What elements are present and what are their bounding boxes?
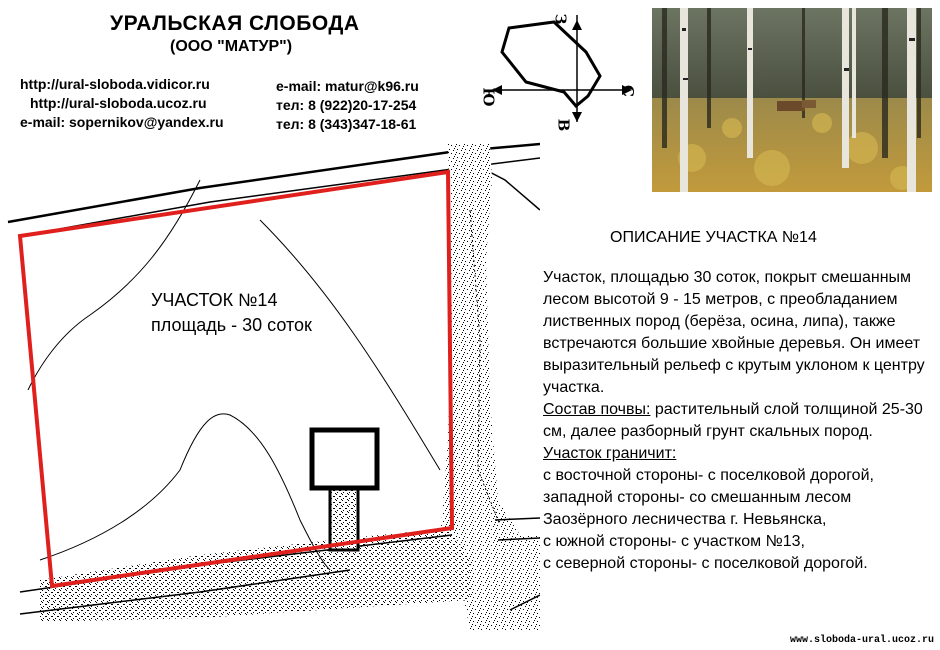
compass-west-label: Ю <box>479 87 498 107</box>
phone-2: тел: 8 (343)347-18-61 <box>276 116 417 132</box>
description-paragraph: Участок, площадью 30 соток, покрыт смешанным лесом высотой 9 - 15 метров, с преобладанием лиственных пород (берёза, осина, липа), также встречаются большие хвойные деревья. Он имеет выразительный рельеф с крутым уклоном к центру участка. <box>543 269 925 396</box>
border-south: с южной стороны- с участком №13, <box>543 533 805 550</box>
plot-name: УЧАСТОК №14 <box>151 290 278 310</box>
link-vidicor[interactable]: http://ural-sloboda.vidicor.ru <box>20 76 210 92</box>
company-name: (ООО "МАТУР") <box>170 38 293 55</box>
border-label: Участок граничит: <box>543 445 677 462</box>
footer-url[interactable]: www.sloboda-ural.ucoz.ru <box>789 635 934 646</box>
border-east: с восточной стороны- с поселковой дорогой, <box>543 467 874 484</box>
email-sopernikov[interactable]: e-mail: sopernikov@yandex.ru <box>20 114 224 130</box>
compass-diagram <box>479 10 642 135</box>
plot-area: площадь - 30 соток <box>151 315 312 335</box>
plot-label <box>151 288 312 338</box>
description-heading: ОПИСАНИЕ УЧАСТКА №14 <box>610 229 817 246</box>
border-west-forestry: Заозёрного лесничества г. Невьянска, <box>543 511 827 528</box>
border-west: западной стороны- со смешанным лесом <box>543 489 852 506</box>
contacts-left <box>20 75 224 132</box>
soil-section <box>543 399 940 443</box>
site-plan <box>0 140 540 630</box>
compass-south-label: В <box>554 118 573 132</box>
contacts-right <box>276 77 419 134</box>
compass-north-label: З <box>551 13 570 25</box>
forest-photo <box>652 8 932 192</box>
link-ucoz[interactable]: http://ural-sloboda.ucoz.ru <box>30 95 207 111</box>
description-body <box>543 267 940 575</box>
email-matur[interactable]: e-mail: matur@k96.ru <box>276 78 419 94</box>
border-north: с северной стороны- с поселковой дорогой. <box>543 555 868 572</box>
phone-1: тел: 8 (922)20-17-254 <box>276 97 417 113</box>
compass-east-label: С <box>618 85 637 97</box>
soil-text: растительный слой толщиной 25-30 см, далее разборный грунт скальных пород. <box>543 401 923 440</box>
page-title: УРАЛЬСКАЯ СЛОБОДА <box>110 12 360 35</box>
soil-label: Состав почвы: <box>543 401 651 418</box>
